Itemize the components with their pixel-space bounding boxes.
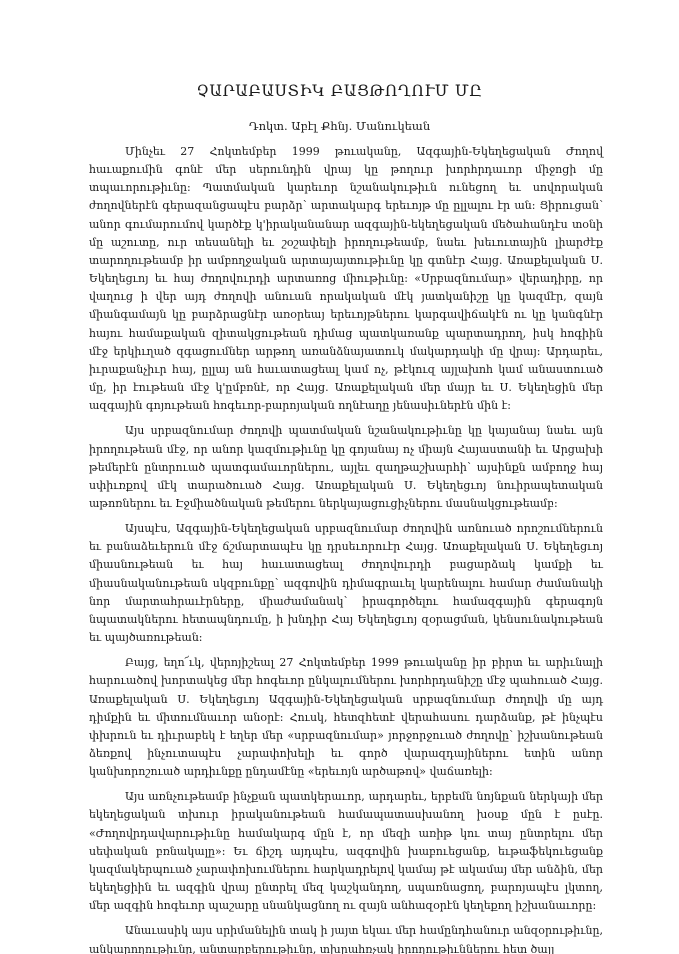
paragraph: Այս սրբազնումար ժողովի պատմական նշանակութիւնը կը կայանայ նաեւ այն իրողութեան մէջ, որ անոր կազմութիւնը կը գոյանայ ոչ միայն Հայաստանի եւ Արցախի թեմերէն ընտրուած պատգամաւորներու, այլեւ զաղթաշխարհի՝ այսինքն ամբողջ հայ սփիւռքով մէկ տարածուած Հայց. Առաքելական Ս. Եկեղեցւոյ նուիրապետական աթոռներու եւ Էջմիածնական թեմերու ներկայացուցիչներու մասնակցութեամբ: (89, 424, 603, 510)
document-title: ՉԱՐԱԲԱՍՏԻԿ ԲԱՑԹՈՂՈՒՄ ՄԸ (196, 82, 483, 100)
document-body (89, 143, 603, 954)
paragraph: Բայց, եղո՜ւկ, վերոյիշեալ 27 Հոկտեմբեր 1999 թուականը իր բիրտ եւ արիւնալի հարուածով խորտակեց մեր հոգեւոր ընկալումներու խորհրդանիշը մէջ պահուած Հայց. Առաքելական Ս. Եկեղեցւոյ Ազգային-Եկեղեցական սրբազնումար ժողովի մը այդ դիմքին եւ միտումնաւոր անօրէ: Հուսկ, հետզհետէ վերահասու դարձանք, թէ ինչպէս փխրուն եւ դիւրաբեկ է եղեր մեր «սրբազնումար» յորջորջուած ժողովը՝ իշխանութեան ձեռքով ինչուտապէս չարափոխելի եւ գործ վարազդայիներու ետին անոր կանխորոշուած արդիւնքը ընդամէնը «երեւոյն արծաթով» վաճառելի: (89, 656, 603, 779)
paragraph: Այս առնչութեամբ ինչքան պատկերաւոր, արդարեւ, երբեմն նոյնքան ներկայի մեր եկեղեցական տխուր իրականութեան համապատասխանող խօսք մըն է ըսէը. «Ժողովրդավարութիւնը համակարգ մըն է, որ մեզի առիթ կու տայ ընտրելու մեր սեփական բռնակալը»: Եւ ճիշդ այդպէս, ազգովին խաբուեցանք, եւթաֆեկուեցանք կազմակերպուած չարափոխումներու հարկադրելով կամայ թէ ակամայ մեր անձին, մեր եկեղեցիին եւ ազգին վրայ ընտրել մեզ կաշկանդող, սպառնացող, բարոյապէս լկտող, մեր ազգին հոգեւոր պաշարը սնանկացնող ու զայն անհազօրէն կեղեքող իշխանաւորը: (89, 790, 603, 913)
paragraph: Մինչեւ 27 Հոկտեմբեր 1999 թուականը, Ազգային-Եկեղեցական Ժողով հաւաքումին գոնէ մեր սերունդին վրայ կը թողուր խորհրդաւոր միջոցի մը տպաւորութիւնը: Պատմական կարեւոր նշանակութիւն ունեցող եւ սովորական ժողովներէն գերազանցապէս բարձր՝ արտակարգ երեւոյթ մը ըլլալու էր ան: Ցիրուցան՝ անոր գումարումով կարծէք կ'իրականանար ազգային-եկեղեցական մեծահանդէս տօնի մը աշուտը, ուր տեսանելի եւ շօշափելի իրողութեամբ, նաեւ խեւուտային լիարժէք տարողութեամբ իր ամբողջական արտայայտութիւնը կը գտնէր Հայց. Առաքելական Ս. Եկեղեցւոյ եւ հայ ժողովուրդի արտառոց միութիւնը: «Սրբազնումար» վերադիրը, որ վաղուց ի վեր այդ ժողովի անուան որակական մէկ յատկանիշը կը կազմէր, զայն միանգամայն կը բարձրացնէր առօրեայ երեւոյթներու կարգավիճակէն ու կը կանգնէր հայու համաքական զիտակցութեան դիմաց պատկառանք պարտադրող, իսկ հոգիին մէջ երկիւղած զգացումներ արթող առանձնայատուկ մակարդակի մը վրայ: Արդարեւ, իւրաքանչիւր հայ, ըլլայ ան հաւատացեալ կամ ոչ, թէկուզ այլախոհ կամ անաստուած մը, իր էութեան մէջ կ'ըմբռնէ, որ Հայց. Առաքելական մեր մայր եւ Ս. Եկեղեցին մեր ազգային գոյութեան հոգեւոր-բարոյական ողնէաղը յենասիւներէն մին է: (89, 145, 603, 413)
document-author: Դոկտ. Աբէլ Քհնյ. Մանուկեան (248, 119, 431, 133)
paragraph: Անաւասիկ այս սրիմանելին տակ ի յայտ եկաւ մեր համընդհանուր անզօրութիւնը, անկարողութիւնը, անտարբերութիւնը, տխրահռչակ իրողութիւններու հետ ծայլ (89, 924, 603, 954)
paragraph: Այսպէս, Ազգային-Եկեղեցական սրբազնումար ժողովին առնուած որոշումներուն եւ բանաձեւերուն մէջ ճշմարտապէս կը դրսեւորուէր Հայց. Առաքելական Ս. Եկեղեցւոյ միասնութեան եւ հայ հաւատացեալ ժողովուրդի բացարձակ կամքի եւ միասնականութեան սկզբունքը՝ ազգովին դիմագրաւել կարենալու համար ժամանակի նոր մարտահրաւէրները, միաժամանակ՝ իրագործելու համազգային գերագոյն նպատակներու հետապնդումը, ի խնդիր Հայ Եկեղեցւոյ զօրացման, կենսունակութեան եւ պայծառութեան: (89, 522, 603, 645)
